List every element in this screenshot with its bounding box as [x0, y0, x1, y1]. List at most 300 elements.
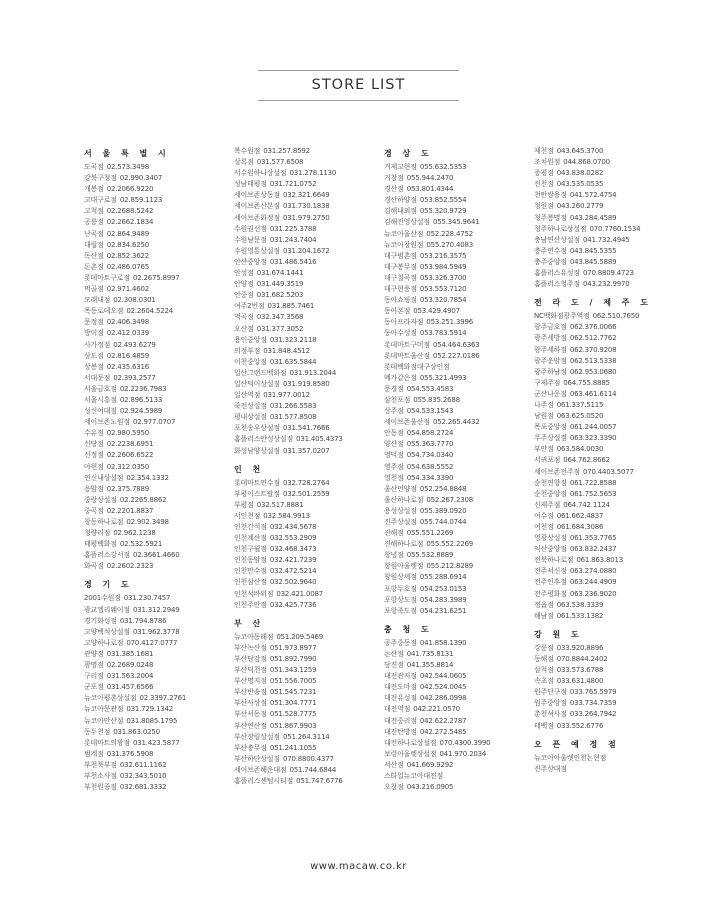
store-phone: 052.227.0186 — [432, 351, 480, 360]
store-phone: 02.980.5950 — [106, 429, 150, 438]
store-entry — [534, 356, 652, 367]
store-name: 서수원하나상설점 — [234, 169, 287, 178]
store-entry — [234, 665, 343, 676]
store-phone: 070.8844.2402 — [556, 654, 608, 663]
store-name: 거창점 — [384, 174, 404, 183]
store-name: 문경점 — [384, 384, 404, 393]
store-name: 태백점 — [534, 721, 554, 730]
store-entry — [84, 195, 186, 206]
store-entry — [384, 351, 490, 362]
store-entry — [84, 273, 186, 284]
store-name: 대전하나로상설점 — [384, 738, 437, 747]
store-name: 증평점 — [534, 169, 554, 178]
store-phone: 02.971.4602 — [106, 285, 150, 294]
store-name: 대구현풍점 — [384, 285, 417, 294]
store-name: 세이브존노원점 — [84, 418, 130, 427]
store-name: 광주금호점 — [534, 323, 567, 332]
store-phone: 031.962.3778 — [132, 627, 180, 636]
store-phone: 061.244.0057 — [569, 423, 617, 432]
store-phone: 061.684.3086 — [556, 523, 604, 531]
store-phone: 02.864.9489 — [106, 229, 150, 238]
store-column-4 — [534, 146, 652, 775]
store-entry — [234, 324, 343, 335]
store-phone: 02.2265.8862 — [119, 495, 167, 504]
store-phone: 055.835.2688 — [413, 395, 460, 404]
store-entry — [384, 517, 490, 528]
store-phone: 02.406.3498 — [106, 318, 150, 327]
store-phone: 02.312.0350 — [106, 462, 150, 471]
store-name: 수원권선점 — [234, 224, 267, 233]
store-entry — [534, 444, 652, 455]
store-entry — [384, 693, 490, 704]
region-section — [384, 624, 490, 793]
store-entry — [534, 235, 652, 246]
store-entry — [384, 727, 490, 738]
store-phone: 055.744.0744 — [419, 518, 467, 526]
store-name: 대구봉무점 — [384, 262, 417, 271]
store-entry — [534, 411, 652, 422]
store-entry — [234, 268, 343, 279]
store-entry — [84, 317, 186, 328]
store-name: 메가같은점 — [384, 373, 417, 382]
store-column-3 — [384, 146, 490, 793]
store-phone: 054.734.0340 — [406, 451, 454, 460]
store-name: 진주상설점 — [384, 518, 417, 526]
store-name: 대전도마점 — [384, 683, 417, 692]
store-phone: 032.728.2764 — [282, 478, 330, 487]
store-phone: 033.734.7359 — [569, 699, 617, 708]
store-name: 성남태평점 — [234, 180, 267, 189]
store-phone: 043.260.2779 — [556, 202, 604, 211]
store-entry — [384, 439, 490, 450]
store-phone: 070.8800.4377 — [282, 754, 334, 763]
store-name: 전주평화점 — [534, 589, 567, 598]
store-entry — [384, 495, 490, 506]
store-phone: 02.412.0339 — [106, 329, 150, 338]
store-column-1 — [84, 146, 186, 793]
store-entry — [84, 184, 186, 195]
store-name: 경기화성점 — [84, 616, 117, 625]
store-phone: 032.421.7239 — [269, 556, 317, 565]
store-name: 순천연향점 — [534, 478, 567, 487]
store-name: 목동로데오점 — [84, 307, 124, 316]
store-entry — [534, 511, 652, 522]
store-entry — [534, 500, 652, 511]
store-entry — [234, 190, 343, 201]
store-name: 부산서동점 — [234, 710, 267, 719]
store-phone: 02.2066.9220 — [106, 185, 154, 194]
store-entry — [234, 246, 343, 257]
store-name: 오산점 — [234, 324, 254, 333]
store-phone: 031.913.2044 — [289, 368, 337, 377]
store-name: 군포점 — [84, 683, 104, 692]
store-entry — [384, 671, 490, 682]
store-entry — [84, 749, 186, 760]
store-name: 부천원종점 — [84, 783, 117, 792]
store-phone: 031.385.1681 — [106, 649, 154, 658]
store-name: 전주서신점 — [534, 567, 567, 576]
store-entry — [384, 195, 490, 206]
store-phone: 043.845.5355 — [569, 246, 617, 255]
store-name: 홈플러스유성점 — [534, 269, 580, 278]
store-phone: 031.919.8580 — [282, 379, 330, 388]
store-name: 부산연산점 — [234, 721, 267, 730]
store-phone: 062.510.7650 — [592, 312, 640, 321]
store-name: 안산중앙점 — [234, 257, 267, 266]
store-phone: 070.7760.1534 — [589, 224, 641, 233]
store-name: 속초점 — [534, 677, 554, 686]
store-entry — [234, 743, 343, 754]
store-name: 부산녹산점 — [234, 643, 267, 652]
store-name: 홈플러스안성상설점 — [234, 435, 294, 444]
store-entry — [384, 528, 490, 539]
store-phone: 02.977.0707 — [132, 418, 176, 427]
store-entry — [84, 627, 186, 638]
store-entry — [84, 284, 186, 295]
store-phone: 02.962.1238 — [113, 529, 156, 538]
store-entry — [234, 589, 343, 600]
store-name: 뉴코아안산점 — [84, 716, 124, 725]
store-entry — [234, 511, 343, 522]
store-entry — [234, 379, 343, 390]
store-phone: 032.584.9913 — [263, 511, 310, 520]
store-entry — [84, 517, 186, 528]
store-name: NC백화점광주역점 — [534, 312, 590, 321]
store-phone: 031.885.7461 — [267, 302, 315, 311]
store-phone: 02.435.6316 — [106, 362, 150, 371]
store-phone: 042.622.2787 — [419, 716, 467, 725]
store-phone: 02.816.4859 — [106, 351, 150, 360]
store-entry — [234, 721, 343, 732]
store-phone: 052.267.2308 — [426, 495, 473, 504]
store-name: 익산중앙점 — [534, 545, 567, 554]
store-name: 먹골점 — [84, 285, 104, 294]
store-name: 홈플러스청주점 — [534, 280, 580, 289]
store-entry — [534, 709, 652, 720]
store-phone: 031.278.1130 — [289, 169, 337, 178]
store-entry — [534, 764, 652, 775]
store-entry — [384, 395, 490, 406]
store-name: 뉴코아평촌상설점 — [84, 694, 137, 703]
store-entry — [84, 727, 186, 738]
store-entry — [234, 168, 343, 179]
store-name: 공릉점 — [84, 218, 104, 227]
store-name: 동아쇼핑점 — [384, 296, 417, 305]
store-entry — [234, 776, 343, 787]
store-phone: 063.625.0520 — [556, 412, 604, 421]
store-phone: 062.953.0680 — [569, 367, 617, 376]
store-phone: 033.765.5979 — [569, 688, 617, 697]
store-entry — [384, 428, 490, 439]
store-entry — [234, 279, 343, 290]
store-entry — [234, 489, 343, 500]
store-phone: 053.852.5554 — [419, 196, 467, 205]
store-entry — [234, 146, 343, 157]
store-name: 거제고현점 — [384, 163, 417, 171]
store-phone: 02.2688.5242 — [106, 207, 154, 216]
store-entry — [234, 257, 343, 268]
store-name: 영주점 — [384, 462, 404, 471]
store-entry — [84, 561, 186, 572]
store-phone: 02.354.1332 — [126, 473, 169, 482]
store-phone: 032.681.3332 — [119, 783, 167, 792]
store-name: 세이브존전주점 — [534, 467, 580, 476]
store-phone: 063.244.4909 — [569, 578, 617, 587]
store-phone: 031.979.2750 — [282, 213, 330, 222]
store-name: 인천석바위점 — [234, 589, 274, 598]
store-name: 목포중앙점 — [534, 423, 567, 432]
store-phone: 02.902.3498 — [126, 518, 169, 526]
store-entry — [534, 168, 652, 179]
store-entry — [234, 698, 343, 709]
store-entry — [534, 654, 652, 665]
store-entry — [534, 213, 652, 224]
store-phone: 051.304.7771 — [269, 699, 317, 708]
store-name: 고양백석상설점 — [84, 627, 130, 636]
store-entry — [384, 362, 490, 373]
store-phone: 031.357.0207 — [282, 446, 330, 455]
store-name: 수유점 — [84, 429, 104, 438]
store-entry — [384, 273, 490, 284]
store-entry — [84, 439, 186, 450]
store-name: 포천송우상설점 — [234, 424, 280, 433]
region-heading: 부 산 — [234, 618, 265, 628]
store-entry — [534, 665, 652, 676]
store-entry — [384, 217, 490, 228]
store-phone: 031.225.3788 — [269, 224, 317, 233]
store-name: 청주봉명점 — [534, 213, 567, 222]
store-phone: 061.863.8013 — [576, 556, 623, 565]
store-name: 인천구월점 — [234, 545, 267, 554]
store-name: 뉴코아아울렛인천논현점 — [534, 753, 607, 762]
store-entry — [234, 224, 343, 235]
store-phone: 041.572.4754 — [569, 191, 617, 200]
store-phone: 031.405.4373 — [296, 435, 343, 444]
store-phone: 064.762.8662 — [563, 456, 610, 465]
store-entry — [384, 317, 490, 328]
store-name: 부천소사점 — [84, 771, 117, 780]
store-name: 진천점 — [534, 180, 554, 189]
store-entry — [84, 771, 186, 782]
store-entry — [534, 268, 652, 279]
store-phone: 031.674.1441 — [256, 269, 304, 278]
store-name: 광주운암점 — [534, 356, 567, 365]
store-phone: 055.288.6914 — [419, 573, 467, 582]
store-entry — [234, 676, 343, 687]
store-phone: 053.251.3996 — [426, 318, 473, 327]
store-phone: 033.631.4800 — [556, 677, 604, 686]
store-name: 신당점 — [84, 440, 104, 449]
title-bottom-rule — [258, 100, 459, 101]
store-entry — [384, 306, 490, 317]
store-name: 부산충무점 — [234, 743, 267, 752]
store-name: 무주상설점 — [534, 434, 567, 443]
store-entry — [234, 179, 343, 190]
store-name: 돈촌점 — [84, 262, 104, 271]
store-name: 부평이스트팔점 — [234, 489, 280, 498]
store-phone: 032.468.3473 — [269, 545, 317, 554]
store-entry — [534, 224, 652, 235]
store-name: 태평백화점 — [84, 540, 117, 549]
store-entry — [534, 676, 652, 687]
store-name: 상록점 — [234, 158, 254, 167]
store-phone: 052.228.4752 — [426, 229, 473, 238]
store-phone: 031.577.6508 — [256, 158, 304, 167]
store-name: 포항죽도점 — [384, 606, 417, 615]
store-phone: 063.274.0880 — [569, 567, 617, 576]
store-name: 중곡점 — [84, 506, 104, 515]
store-phone: 061.722.8588 — [569, 478, 617, 487]
store-entry — [534, 600, 652, 611]
store-name: 대전관저점 — [384, 672, 417, 681]
region-section — [84, 579, 186, 793]
store-name: 연신내상설점 — [84, 473, 124, 482]
store-entry — [84, 173, 186, 184]
store-phone: 032.434.5678 — [269, 523, 317, 531]
store-name: 롯데마트의왕점 — [84, 738, 130, 747]
store-entry — [384, 539, 490, 550]
store-name: 원주단구점 — [534, 688, 567, 697]
store-entry — [534, 190, 652, 201]
store-name: 2001수원점 — [84, 594, 121, 603]
store-name: 상도점 — [84, 351, 104, 360]
store-phone: 02.2238.6951 — [106, 440, 154, 449]
store-name: 창녕점 — [384, 551, 404, 560]
store-phone: 042.272.5485 — [419, 727, 467, 736]
store-phone: 02.573.3498 — [106, 163, 150, 171]
store-entry — [384, 506, 490, 517]
store-phone: 070.4403.5077 — [582, 467, 634, 476]
store-entry — [84, 682, 186, 693]
region-section — [234, 146, 343, 457]
store-name: 응암점 — [84, 484, 104, 493]
store-entry — [84, 462, 186, 473]
store-entry — [384, 262, 490, 273]
store-phone: 053.553.7120 — [419, 285, 467, 294]
store-name: 광교엘리웨이점 — [84, 605, 130, 614]
store-phone: 041.669.9292 — [406, 760, 454, 769]
store-phone: 031.848.4512 — [263, 346, 310, 355]
store-phone: 051.973.8977 — [269, 643, 317, 652]
store-entry — [234, 566, 343, 577]
store-phone: 054.533.1543 — [406, 407, 454, 416]
store-phone: 041.970.2034 — [439, 749, 487, 758]
store-phone: 062.376.0066 — [569, 323, 617, 332]
region-heading: 경 상 도 — [384, 149, 433, 158]
store-phone: 02.2689.0248 — [106, 661, 154, 670]
store-phone: 063.323.3390 — [569, 434, 617, 443]
store-phone: 054.464.6363 — [432, 340, 480, 349]
store-name: 광주하남점 — [534, 367, 567, 376]
store-entry — [384, 340, 490, 351]
store-entry — [234, 312, 343, 323]
store-name: 롯데마트연수점 — [234, 478, 280, 487]
store-name: 대구범촌점 — [384, 251, 417, 260]
store-name: 남원점 — [534, 412, 554, 421]
store-entry — [384, 251, 490, 262]
store-name: 청주하나로상설점 — [534, 224, 587, 233]
store-entry — [534, 687, 652, 698]
store-phone: 02.3661.4660 — [132, 551, 180, 560]
store-entry — [84, 395, 186, 406]
store-entry — [234, 423, 343, 434]
store-entry — [384, 550, 490, 561]
store-phone: 070.4300.3990 — [439, 738, 491, 747]
store-phone: 031.729.1342 — [126, 705, 173, 714]
store-phone: 051.343.1259 — [269, 666, 317, 675]
store-phone: 053.429.4907 — [413, 307, 460, 316]
store-name: 용성상설점 — [384, 506, 417, 515]
region-section — [234, 618, 343, 787]
store-name: 진주상대점 — [534, 764, 567, 773]
store-entry — [234, 235, 343, 246]
store-phone: 031.266.5583 — [269, 402, 317, 411]
store-phone: 061.662.4837 — [556, 511, 604, 520]
store-entry — [84, 351, 186, 362]
store-name: 인천간석점 — [234, 523, 267, 531]
region-section — [534, 146, 652, 290]
store-phone: 032.502.9640 — [269, 578, 317, 587]
store-name: 대림점 — [84, 240, 104, 249]
store-phone: 02.2201.8837 — [106, 506, 154, 515]
store-phone: 052.265.4432 — [432, 418, 480, 427]
store-phone: 031.794.8786 — [119, 616, 167, 625]
store-entry — [534, 566, 652, 577]
store-entry — [234, 643, 343, 654]
store-name: 나주점 — [534, 400, 554, 409]
store-name: 공주중동점 — [384, 638, 417, 647]
store-entry — [84, 340, 186, 351]
store-name: 부산당감점 — [234, 654, 267, 663]
region-section — [534, 739, 652, 775]
store-entry — [234, 500, 343, 511]
store-entry — [384, 649, 490, 660]
store-phone: 033.573.6788 — [556, 666, 604, 675]
store-entry — [384, 173, 490, 184]
store-phone: 061.337.5115 — [556, 400, 604, 409]
store-name: 고대구로점 — [84, 196, 117, 205]
store-phone: 041.735.8131 — [406, 649, 454, 658]
store-name: 대전탄방점 — [384, 727, 417, 736]
store-entry — [534, 643, 652, 654]
store-name: 아현점 — [84, 462, 104, 471]
store-entry — [84, 506, 186, 517]
store-entry — [84, 484, 186, 495]
store-entry — [84, 328, 186, 339]
store-phone: 032.421.0087 — [276, 589, 323, 598]
store-name: 세이브존해운대점 — [234, 765, 287, 774]
store-phone: 053.783.5914 — [419, 329, 467, 338]
store-name: 뉴코아울산점 — [384, 229, 424, 238]
store-entry — [534, 455, 652, 466]
store-phone: 055.363.7770 — [406, 440, 454, 449]
store-name: 김해진영상설점 — [384, 218, 430, 227]
store-phone: 053.984.5949 — [419, 262, 467, 271]
store-phone: 042.524.0045 — [419, 683, 467, 692]
region-heading: 경 기 도 — [84, 580, 133, 590]
store-entry — [84, 782, 186, 793]
store-name: 여천점 — [534, 523, 554, 531]
store-entry — [534, 333, 652, 344]
store-phone: 042.544.0605 — [419, 672, 467, 681]
store-entry — [84, 550, 186, 561]
store-entry — [384, 749, 490, 760]
region-section — [534, 629, 652, 732]
store-entry — [534, 311, 652, 322]
store-phone: 062.513.5338 — [569, 356, 617, 365]
store-phone: 055.551.2269 — [406, 529, 454, 538]
store-phone: 055.345.9641 — [432, 218, 480, 227]
